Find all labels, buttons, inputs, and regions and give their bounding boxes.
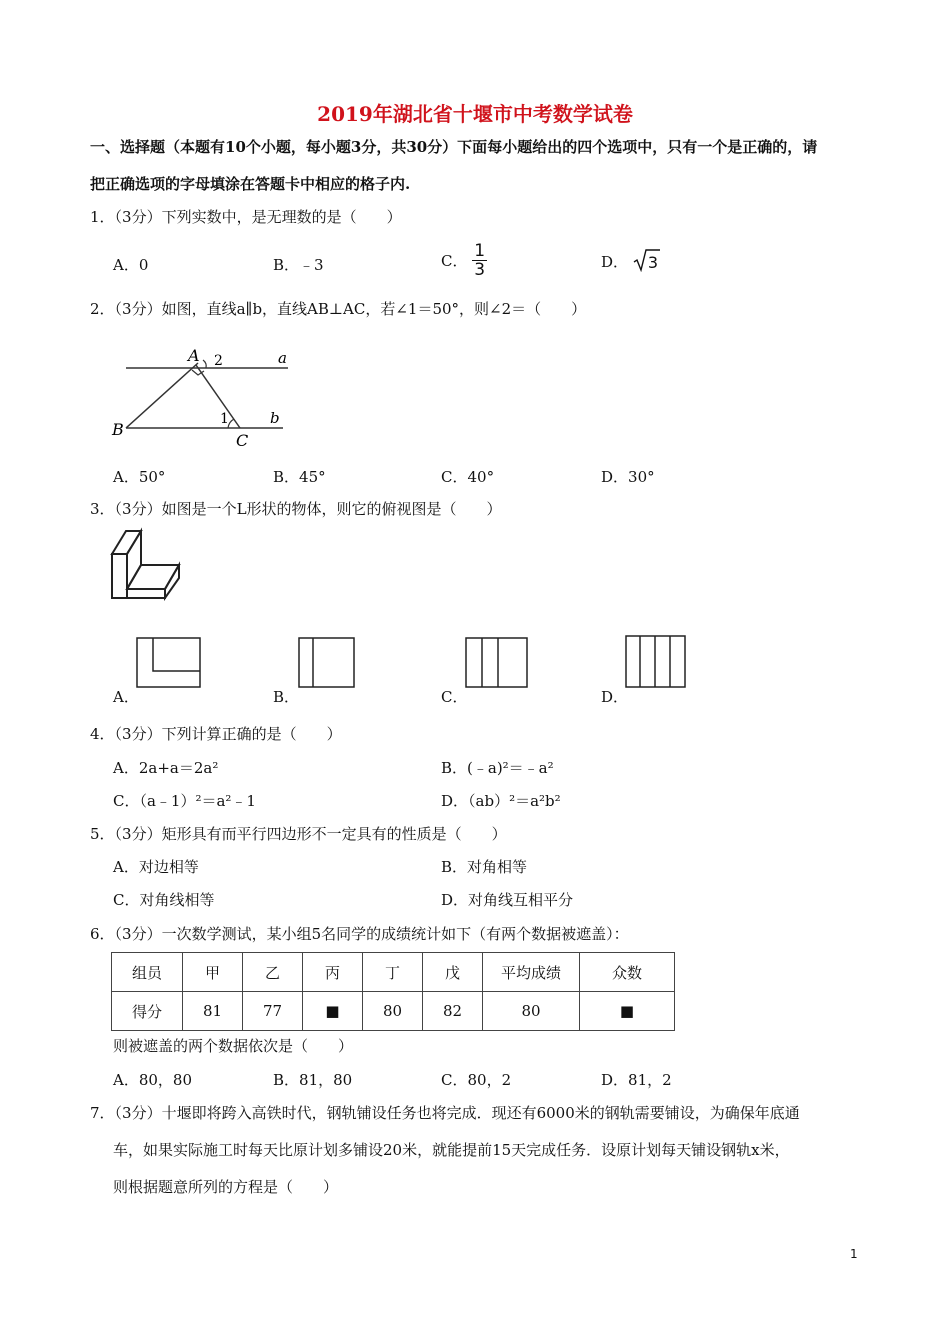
q7-line1: 7．（3分）十堰即将跨入高铁时代，钢轨铺设任务也将完成．现还有6000米的钢轨需要铺设，为确保年底通 (90, 1104, 800, 1122)
table-header-cell: 组员 (112, 953, 183, 992)
table-header-cell: 乙 (243, 953, 303, 992)
q1-option-d (601, 250, 661, 272)
q2-option-c: C．40° (441, 468, 495, 486)
q6-option-a: A．80，80 (113, 1071, 193, 1089)
score-table (111, 952, 675, 1031)
q3-option-b-view (298, 637, 356, 689)
table-cell: 得分 (112, 992, 183, 1031)
table-header-cell: 戊 (423, 953, 483, 992)
table-cell: ■ (580, 992, 675, 1031)
q3-option-c-view (465, 637, 529, 689)
page-title: 2019年湖北省十堰市中考数学试卷 (317, 102, 633, 126)
table-row (112, 992, 675, 1031)
label-A: A (188, 346, 200, 365)
q1-stem: 1．（3分）下列实数中，是无理数的是（ ） (90, 208, 402, 226)
section-instructions-line1: 一、选择题（本题有10个小题，每小题3分，共30分）下面每小题给出的四个选项中，只有一个是正确的，请 (90, 138, 818, 156)
table-header-cell: 丁 (363, 953, 423, 992)
q5-stem: 5．（3分）矩形具有而平行四边形不一定具有的性质是（ ） (90, 825, 507, 843)
table-header-cell: 甲 (183, 953, 243, 992)
q3-option-d: D． (601, 688, 629, 706)
q6-stem: 6．（3分）一次数学测试，某小组5名同学的成绩统计如下（有两个数据被遮盖）： (90, 925, 629, 943)
label-2: 2 (214, 353, 223, 369)
q3-option-a: A． (113, 688, 139, 706)
q5-option-d: D．对角线互相平分 (441, 891, 574, 909)
fraction-numerator: 1 (474, 241, 486, 261)
segment-ab (126, 363, 198, 428)
section-instructions-line2: 把正确选项的字母填涂在答题卡中相应的格子内. (90, 175, 411, 193)
page-number: 1 (850, 1247, 858, 1261)
q5-option-a: A．对边相等 (113, 858, 199, 876)
table-cell: 80 (483, 992, 580, 1031)
table-header-cell: 平均成绩 (483, 953, 580, 992)
q4-option-d: D．（ab）²＝a²b² (441, 792, 561, 810)
q3-option-b: B． (273, 688, 300, 706)
q5-option-b: B．对角相等 (441, 858, 528, 876)
q5-option-c: C．对角线相等 (113, 891, 215, 909)
q4-option-a: A．2a+a＝2a² (113, 759, 219, 777)
table-cell: 80 (363, 992, 423, 1031)
q2-stem: 2．（3分）如图，直线a∥b，直线AB⊥AC，若∠1＝50°，则∠2＝（ ） (90, 300, 587, 318)
q2-option-a: A．50° (113, 468, 166, 486)
sqrt-icon (633, 250, 661, 272)
angle-2-arc (203, 360, 206, 368)
fraction (472, 242, 487, 279)
fraction-denominator: 3 (474, 260, 486, 280)
q1-option-c-label: C． (441, 252, 468, 270)
radicand: 3 (647, 253, 658, 272)
label-a: a (278, 349, 287, 367)
table-header-row (112, 953, 675, 992)
q3-l-shape-solid (110, 527, 182, 602)
q2-option-b: B．45° (273, 468, 326, 486)
q3-option-c: C． (441, 688, 468, 706)
q6-option-c: C．80，2 (441, 1071, 512, 1089)
q1-option-a: A．0 (113, 256, 149, 274)
q3-option-d-view (625, 635, 687, 689)
q2-option-d: D．30° (601, 468, 655, 486)
table-cell: 82 (423, 992, 483, 1031)
q6-tail: 则被遮盖的两个数据依次是（ ） (113, 1037, 354, 1055)
q1-option-c (441, 242, 487, 279)
label-1: 1 (220, 411, 229, 427)
label-b: b (270, 409, 280, 427)
label-C: C (236, 431, 249, 450)
q7-line3: 则根据题意所列的方程是（ ） (113, 1178, 339, 1196)
q1-option-d-label: D． (601, 253, 629, 271)
q6-option-b: B．81，80 (273, 1071, 353, 1089)
q2-figure-parallel-lines (108, 335, 308, 450)
segment-ac (196, 365, 240, 428)
q6-option-d: D．81，2 (601, 1071, 672, 1089)
q4-option-b: B．(﹣a)²＝﹣a² (441, 759, 554, 777)
table-header-cell: 众数 (580, 953, 675, 992)
table-header-cell: 丙 (303, 953, 363, 992)
table-cell: ■ (303, 992, 363, 1031)
q7-line2: 车，如果实际施工时每天比原计划多铺设20米，就能提前15天完成任务．设原计划每天铺设钢轨x米， (113, 1141, 790, 1159)
table-cell: 81 (183, 992, 243, 1031)
q4-option-c: C．（a﹣1）²＝a²﹣1 (113, 792, 256, 810)
label-B: B (112, 420, 124, 439)
table-cell: 77 (243, 992, 303, 1031)
q3-option-a-view (136, 637, 202, 689)
q3-stem: 3．（3分）如图是一个L形状的物体，则它的俯视图是（ ） (90, 500, 502, 518)
q1-option-b: B．﹣3 (273, 256, 324, 274)
q4-stem: 4．（3分）下列计算正确的是（ ） (90, 725, 342, 743)
